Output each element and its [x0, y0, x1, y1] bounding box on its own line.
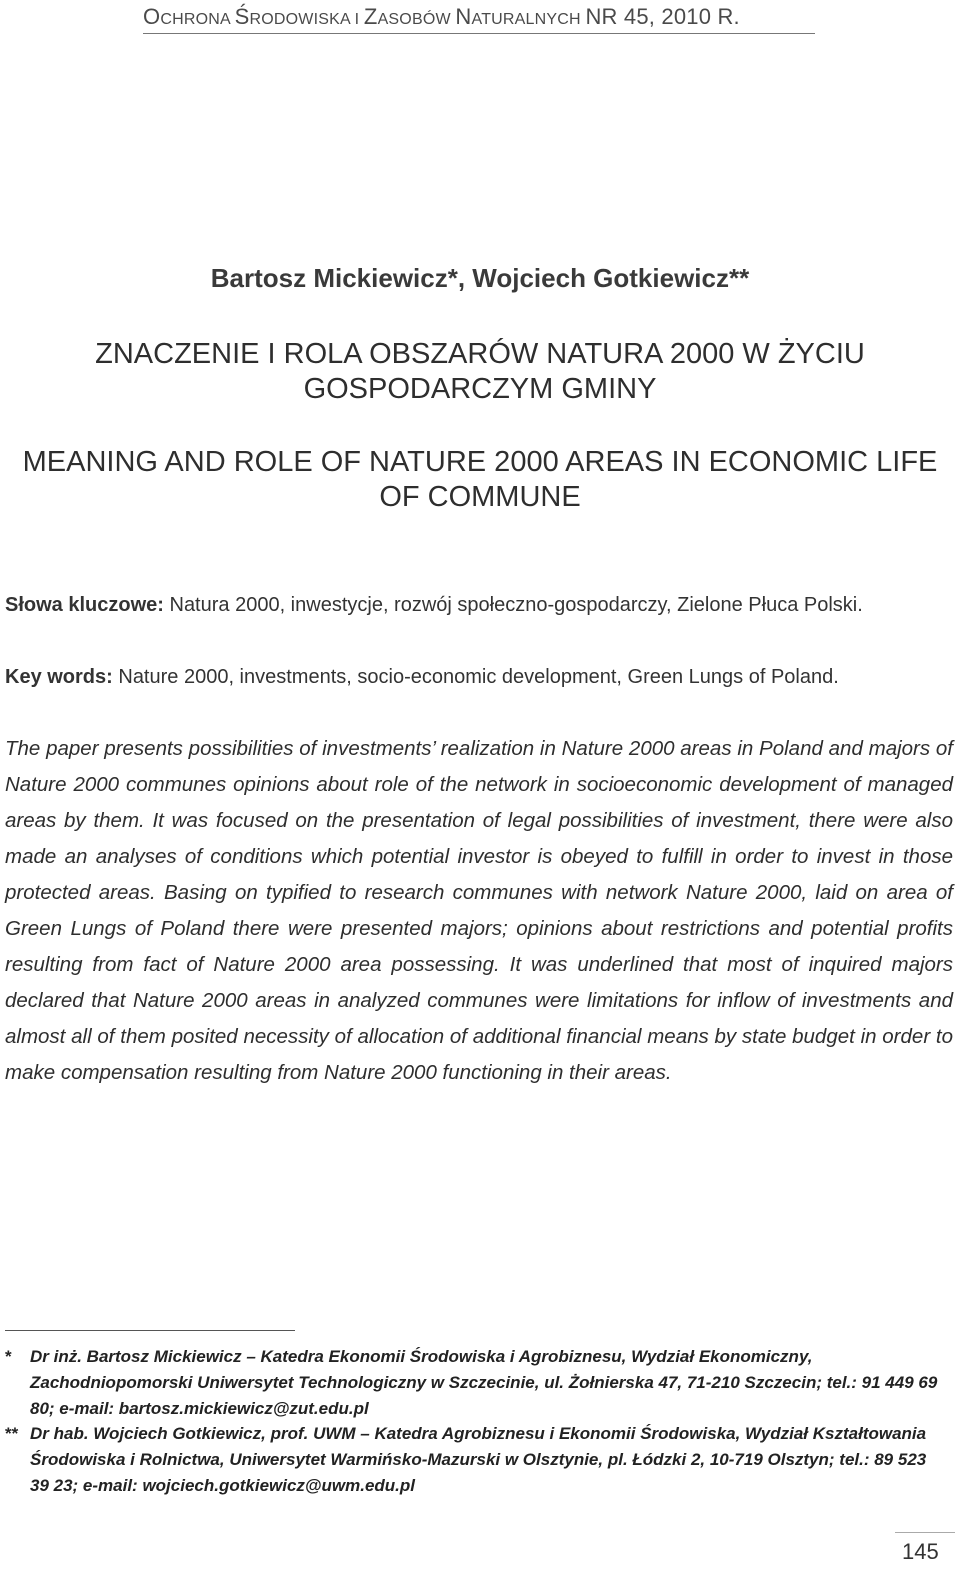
title-polish-line-1: ZNACZENIE I ROLA OBSZARÓW NATURA 2000 W ŻYCIU	[95, 338, 865, 370]
title-english-line-1: MEANING AND ROLE OF NATURE 2000 AREAS IN ECONOMIC LIFE	[22, 446, 938, 478]
keywords-polish-text: Natura 2000, inwestycje, rozwój społeczno-gospodarczy, Zielone Płuca Polski.	[163, 594, 863, 616]
page-number-rule	[895, 1532, 955, 1533]
footnote-1-text: Dr inż. Bartosz Mickiewicz – Katedra Ekonomii Środowiska i Agrobiznesu, Wydział Ekonomiczny, Zachodniopomorski Uniwersytet Technologiczny w Szczecinie, ul. Żołnierska 47, 71-210 Szczecin; tel.: 91 449 69 80; e-mail: bartosz.mickiewicz@zut.edu.pl	[30, 1347, 938, 1418]
journal-issue: NR 45, 2010 R.	[585, 4, 740, 29]
header-rule	[143, 33, 815, 34]
journal-word-2: ŚRODOWISKA I	[234, 4, 364, 29]
footnote-rule	[5, 1330, 295, 1331]
keywords-english	[5, 660, 953, 694]
journal-word-4: NATURALNYCH	[455, 4, 586, 29]
keywords-polish	[5, 588, 953, 622]
keywords-english-text: Nature 2000, investments, socio-economic development, Green Lungs of Poland.	[112, 666, 839, 688]
abstract: The paper presents possibilities of investments’ realization in Nature 2000 areas in Poland and majors of Nature 2000 communes opinions about role of the network in socioeconomic development of managed areas by them. It was focused on the presentation of legal possibilities of investment, there were also made an analyses of conditions which potential investor is obeyed to fulfill in order to invest in those protected areas. Basing on typified to research communes with network Nature 2000, laid on area of Green Lungs of Poland there were presented majors; opinions about restrictions and potential profits resulting from fact of Nature 2000 area possessing. It was underlined that most of inquired majors declared that Nature 2000 areas in analyzed communes were limitations for inflow of investments and almost all of them posited necessity of allocation of additional financial means by state budget in order to make compensation resulting from Nature 2000 functioning in their areas.	[5, 737, 953, 1084]
journal-word-1: OCHRONA	[143, 4, 235, 29]
keywords-english-label: Key words:	[5, 666, 113, 688]
footnote-1	[5, 1344, 945, 1422]
keywords-polish-label: Słowa kluczowe:	[5, 594, 164, 616]
title-english-line-2: OF COMMUNE	[379, 481, 581, 513]
running-header	[143, 4, 740, 30]
authors: Bartosz Mickiewicz*, Wojciech Gotkiewicz**	[210, 263, 750, 293]
title-english	[0, 445, 960, 515]
title-polish-line-2: GOSPODARCZYM GMINY	[303, 373, 657, 405]
footnote-1-mark: *	[5, 1347, 12, 1366]
footnote-2	[5, 1421, 945, 1499]
journal-word-3: ZASOBÓW	[363, 4, 456, 29]
title-polish	[0, 337, 960, 407]
footnote-2-text: Dr hab. Wojciech Gotkiewicz, prof. UWM – Katedra Agrobiznesu i Ekonomii Środowiska, Wydział Kształtowania Środowiska i Rolnictwa, Uniwersytet Warmińsko-Mazurski w Olsztynie, pl. Łódzki 2, 10-719 Olsztyn; tel.: 89 523 39 23; e-mail: wojciech.gotkiewicz@uwm.edu.pl	[30, 1424, 927, 1495]
page-number: 145	[902, 1539, 939, 1564]
footnote-2-mark: **	[5, 1424, 19, 1443]
